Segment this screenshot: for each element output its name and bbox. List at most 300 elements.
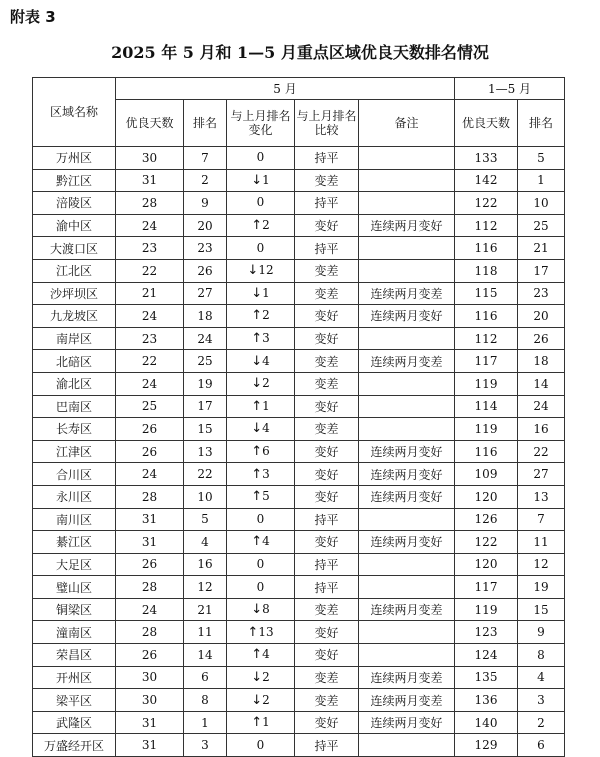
table-row (33, 576, 565, 599)
rank-compare-cell: 变差 (295, 169, 359, 192)
jan-may-good-days-cell: 112 (455, 214, 518, 237)
jan-may-rank-cell: 25 (518, 214, 565, 237)
table-row (33, 531, 565, 554)
rank-compare-cell: 变好 (295, 621, 359, 644)
note-cell (359, 395, 455, 418)
jan-may-rank-cell: 1 (518, 169, 565, 192)
jan-may-rank-cell: 2 (518, 711, 565, 734)
rank-change-value: 4 (262, 534, 270, 549)
region-name-cell: 渝北区 (33, 372, 116, 395)
jan-may-rank-cell: 4 (518, 666, 565, 689)
table-row (33, 553, 565, 576)
rank-change-value: 4 (262, 421, 270, 436)
rank-change-value: 2 (262, 669, 270, 684)
may-rank-cell: 4 (184, 531, 227, 554)
region-name-cell: 江津区 (33, 440, 116, 463)
note-cell: 连续两月变差 (359, 689, 455, 712)
may-good-days-cell: 26 (116, 440, 184, 463)
may-good-days-cell: 24 (116, 214, 184, 237)
rank-compare-cell: 变差 (295, 598, 359, 621)
may-rank-cell: 7 (184, 147, 227, 170)
rank-change-cell (227, 711, 295, 734)
jan-may-rank-cell: 5 (518, 147, 565, 170)
rank-change-cell (227, 192, 295, 215)
rank-change-value: 6 (262, 444, 270, 459)
region-name-cell: 南川区 (33, 508, 116, 531)
rank-change-value: 3 (262, 466, 270, 481)
region-name-cell: 长寿区 (33, 418, 116, 441)
jan-may-good-days-cell: 117 (455, 350, 518, 373)
may-rank-cell: 9 (184, 192, 227, 215)
rank-change-cell (227, 689, 295, 712)
region-name-cell: 南岸区 (33, 327, 116, 350)
may-good-days-cell: 26 (116, 418, 184, 441)
jan-may-good-days-cell: 140 (455, 711, 518, 734)
may-rank-cell: 16 (184, 553, 227, 576)
table-row (33, 282, 565, 305)
jan-may-rank-cell: 17 (518, 259, 565, 282)
may-good-days-cell: 24 (116, 305, 184, 328)
region-name-cell: 大渡口区 (33, 237, 116, 260)
table-row (33, 644, 565, 667)
region-name-cell: 万州区 (33, 147, 116, 170)
rank-compare-cell: 持平 (295, 192, 359, 215)
rank-compare-cell: 变好 (295, 531, 359, 554)
may-good-days-cell: 22 (116, 259, 184, 282)
may-rank-cell: 11 (184, 621, 227, 644)
rank-change-cell (227, 327, 295, 350)
may-good-days-cell: 23 (116, 327, 184, 350)
note-cell (359, 259, 455, 282)
header-region: 区域名称 (33, 78, 116, 147)
table-row (33, 508, 565, 531)
may-rank-cell: 5 (184, 508, 227, 531)
may-good-days-cell: 28 (116, 576, 184, 599)
header-good-days: 优良天数 (116, 100, 184, 147)
may-rank-cell: 26 (184, 259, 227, 282)
note-cell: 连续两月变好 (359, 531, 455, 554)
rank-change-arrow: ↓ (251, 353, 263, 369)
table-row (33, 305, 565, 328)
rank-change-value: 1 (262, 715, 270, 730)
rank-change-arrow: ↓ (251, 669, 263, 685)
jan-may-good-days-cell: 135 (455, 666, 518, 689)
table-row (33, 350, 565, 373)
may-rank-cell: 20 (184, 214, 227, 237)
jan-may-good-days-cell: 114 (455, 395, 518, 418)
header-may: 5 月 (116, 78, 455, 100)
may-good-days-cell: 24 (116, 598, 184, 621)
rank-change-cell (227, 485, 295, 508)
rank-change-value: 0 (256, 150, 265, 165)
rank-change-arrow: ↑ (251, 647, 263, 663)
rank-change-cell (227, 169, 295, 192)
may-rank-cell: 23 (184, 237, 227, 260)
rank-change-cell (227, 531, 295, 554)
jan-may-good-days-cell: 120 (455, 485, 518, 508)
note-cell (359, 621, 455, 644)
rank-change-value: 0 (256, 737, 265, 752)
rank-change-arrow: ↑ (247, 624, 259, 640)
rank-change-arrow: ↓ (251, 172, 263, 188)
may-good-days-cell: 22 (116, 350, 184, 373)
may-rank-cell: 2 (184, 169, 227, 192)
may-rank-cell: 1 (184, 711, 227, 734)
may-good-days-cell: 31 (116, 734, 184, 757)
rank-change-arrow: ↑ (251, 308, 263, 324)
jan-may-rank-cell: 12 (518, 553, 565, 576)
may-good-days-cell: 28 (116, 621, 184, 644)
note-cell: 连续两月变好 (359, 463, 455, 486)
rank-change-cell (227, 282, 295, 305)
header-jan-may: 1—5 月 (455, 78, 565, 100)
rank-change-arrow: ↑ (251, 489, 263, 505)
rank-change-arrow: ↓ (251, 421, 263, 437)
header-rank-change: 与上月排名变化 (227, 100, 295, 147)
jan-may-rank-cell: 24 (518, 395, 565, 418)
jan-may-good-days-cell: 126 (455, 508, 518, 531)
rank-compare-cell: 变差 (295, 372, 359, 395)
may-good-days-cell: 24 (116, 372, 184, 395)
region-name-cell: 武隆区 (33, 711, 116, 734)
may-good-days-cell: 24 (116, 463, 184, 486)
rank-compare-cell: 变差 (295, 350, 359, 373)
rank-change-cell (227, 395, 295, 418)
rank-compare-cell: 变差 (295, 418, 359, 441)
may-rank-cell: 12 (184, 576, 227, 599)
rank-change-cell (227, 644, 295, 667)
rank-change-value: 1 (262, 398, 270, 413)
rank-change-cell (227, 598, 295, 621)
table-row (33, 147, 565, 170)
may-rank-cell: 15 (184, 418, 227, 441)
rank-change-arrow: ↑ (251, 466, 263, 482)
may-rank-cell: 13 (184, 440, 227, 463)
region-name-cell: 沙坪坝区 (33, 282, 116, 305)
region-name-cell: 开州区 (33, 666, 116, 689)
rank-change-arrow: ↓ (251, 376, 263, 392)
jan-may-rank-cell: 19 (518, 576, 565, 599)
table-row (33, 259, 565, 282)
rank-change-cell (227, 553, 295, 576)
rank-compare-cell: 持平 (295, 553, 359, 576)
jan-may-good-days-cell: 120 (455, 553, 518, 576)
rank-change-cell (227, 508, 295, 531)
rank-change-cell (227, 621, 295, 644)
table-title: 2025 年 5 月和 1—5 月重点区域优良天数排名情况 (111, 43, 489, 62)
may-rank-cell: 27 (184, 282, 227, 305)
rank-change-value: 2 (262, 692, 270, 707)
note-cell (359, 508, 455, 531)
rank-change-arrow: ↑ (251, 398, 263, 414)
rank-change-value: 1 (262, 172, 270, 187)
rank-change-cell (227, 463, 295, 486)
table-row (33, 418, 565, 441)
rank-change-arrow: ↑ (251, 331, 263, 347)
rank-compare-cell: 持平 (295, 147, 359, 170)
rank-change-cell (227, 372, 295, 395)
jan-may-rank-cell: 16 (518, 418, 565, 441)
rank-change-value: 3 (262, 331, 270, 346)
may-good-days-cell: 31 (116, 508, 184, 531)
note-cell (359, 147, 455, 170)
rank-change-cell (227, 418, 295, 441)
rank-change-cell (227, 259, 295, 282)
note-cell: 连续两月变差 (359, 350, 455, 373)
may-good-days-cell: 30 (116, 666, 184, 689)
rank-compare-cell: 变差 (295, 282, 359, 305)
region-name-cell: 渝中区 (33, 214, 116, 237)
rank-change-arrow: ↑ (251, 218, 263, 234)
table-row (33, 666, 565, 689)
note-cell (359, 644, 455, 667)
may-rank-cell: 21 (184, 598, 227, 621)
may-rank-cell: 24 (184, 327, 227, 350)
note-cell: 连续两月变好 (359, 305, 455, 328)
table-row (33, 621, 565, 644)
table-row (33, 463, 565, 486)
note-cell (359, 418, 455, 441)
may-good-days-cell: 30 (116, 689, 184, 712)
may-good-days-cell: 26 (116, 644, 184, 667)
jan-may-good-days-cell: 115 (455, 282, 518, 305)
rank-compare-cell: 持平 (295, 508, 359, 531)
jan-may-good-days-cell: 119 (455, 372, 518, 395)
rank-change-value: 0 (256, 556, 265, 571)
table-row (33, 395, 565, 418)
rank-change-value: 2 (262, 218, 270, 233)
rank-change-arrow: ↓ (251, 692, 263, 708)
may-good-days-cell: 23 (116, 237, 184, 260)
ranking-table (32, 77, 565, 757)
region-name-cell: 巴南区 (33, 395, 116, 418)
table-row (33, 214, 565, 237)
jan-may-rank-cell: 10 (518, 192, 565, 215)
note-cell (359, 734, 455, 757)
jan-may-good-days-cell: 109 (455, 463, 518, 486)
jan-may-good-days-cell: 117 (455, 576, 518, 599)
rank-change-value: 2 (262, 376, 270, 391)
rank-compare-cell: 变好 (295, 395, 359, 418)
region-name-cell: 綦江区 (33, 531, 116, 554)
rank-change-arrow: ↓ (247, 263, 259, 279)
rank-compare-cell: 变好 (295, 327, 359, 350)
jan-may-rank-cell: 7 (518, 508, 565, 531)
jan-may-good-days-cell: 136 (455, 689, 518, 712)
rank-compare-cell: 变差 (295, 666, 359, 689)
may-good-days-cell: 25 (116, 395, 184, 418)
may-good-days-cell: 31 (116, 531, 184, 554)
region-name-cell: 荣昌区 (33, 644, 116, 667)
header-compare: 与上月排名比较 (295, 100, 359, 147)
attachment-label: 附表 3 (10, 8, 56, 26)
jan-may-rank-cell: 27 (518, 463, 565, 486)
rank-change-value: 13 (258, 624, 274, 639)
region-name-cell: 合川区 (33, 463, 116, 486)
rank-change-value: 4 (262, 647, 270, 662)
region-name-cell: 黔江区 (33, 169, 116, 192)
rank-change-cell (227, 734, 295, 757)
note-cell: 连续两月变好 (359, 214, 455, 237)
rank-compare-cell: 变好 (295, 644, 359, 667)
rank-change-value: 5 (262, 489, 270, 504)
note-cell (359, 553, 455, 576)
jan-may-good-days-cell: 119 (455, 598, 518, 621)
header-good-days-jan-may: 优良天数 (455, 100, 518, 147)
may-rank-cell: 17 (184, 395, 227, 418)
rank-change-value: 0 (256, 579, 265, 594)
may-rank-cell: 10 (184, 485, 227, 508)
jan-may-good-days-cell: 124 (455, 644, 518, 667)
rank-change-cell (227, 237, 295, 260)
jan-may-good-days-cell: 116 (455, 305, 518, 328)
header-note: 备注 (359, 100, 455, 147)
rank-change-cell (227, 350, 295, 373)
note-cell: 连续两月变好 (359, 711, 455, 734)
may-rank-cell: 3 (184, 734, 227, 757)
note-cell (359, 237, 455, 260)
rank-change-arrow: ↑ (251, 444, 263, 460)
jan-may-rank-cell: 26 (518, 327, 565, 350)
table-row (33, 711, 565, 734)
rank-change-value: 12 (258, 263, 274, 278)
jan-may-rank-cell: 3 (518, 689, 565, 712)
rank-change-value: 0 (256, 240, 265, 255)
region-name-cell: 大足区 (33, 553, 116, 576)
note-cell (359, 576, 455, 599)
note-cell: 连续两月变差 (359, 666, 455, 689)
rank-change-cell (227, 666, 295, 689)
region-name-cell: 北碚区 (33, 350, 116, 373)
may-rank-cell: 22 (184, 463, 227, 486)
table-row (33, 734, 565, 757)
rank-compare-cell: 变差 (295, 259, 359, 282)
rank-compare-cell: 变好 (295, 214, 359, 237)
note-cell: 连续两月变好 (359, 485, 455, 508)
jan-may-rank-cell: 13 (518, 485, 565, 508)
table-row (33, 440, 565, 463)
rank-change-cell (227, 214, 295, 237)
jan-may-good-days-cell: 118 (455, 259, 518, 282)
rank-change-cell (227, 576, 295, 599)
rank-change-value: 1 (262, 285, 270, 300)
rank-compare-cell: 变差 (295, 689, 359, 712)
jan-may-good-days-cell: 116 (455, 440, 518, 463)
jan-may-rank-cell: 18 (518, 350, 565, 373)
jan-may-rank-cell: 14 (518, 372, 565, 395)
jan-may-rank-cell: 9 (518, 621, 565, 644)
note-cell (359, 372, 455, 395)
region-name-cell: 江北区 (33, 259, 116, 282)
rank-change-cell (227, 440, 295, 463)
region-name-cell: 铜梁区 (33, 598, 116, 621)
jan-may-good-days-cell: 122 (455, 192, 518, 215)
jan-may-rank-cell: 22 (518, 440, 565, 463)
may-good-days-cell: 31 (116, 169, 184, 192)
jan-may-rank-cell: 20 (518, 305, 565, 328)
note-cell: 连续两月变差 (359, 282, 455, 305)
may-good-days-cell: 31 (116, 711, 184, 734)
note-cell (359, 169, 455, 192)
may-good-days-cell: 28 (116, 192, 184, 215)
may-rank-cell: 6 (184, 666, 227, 689)
rank-change-value: 0 (256, 511, 265, 526)
rank-compare-cell: 变好 (295, 440, 359, 463)
table-row (33, 169, 565, 192)
region-name-cell: 九龙坡区 (33, 305, 116, 328)
jan-may-good-days-cell: 119 (455, 418, 518, 441)
may-rank-cell: 14 (184, 644, 227, 667)
region-name-cell: 梁平区 (33, 689, 116, 712)
table-row (33, 689, 565, 712)
may-good-days-cell: 21 (116, 282, 184, 305)
rank-compare-cell: 持平 (295, 237, 359, 260)
table-row (33, 598, 565, 621)
note-cell: 连续两月变好 (359, 440, 455, 463)
table-row (33, 237, 565, 260)
note-cell (359, 327, 455, 350)
region-name-cell: 璧山区 (33, 576, 116, 599)
rank-change-arrow: ↓ (251, 602, 263, 618)
may-rank-cell: 18 (184, 305, 227, 328)
rank-compare-cell: 变好 (295, 463, 359, 486)
rank-change-arrow: ↓ (251, 285, 263, 301)
rank-change-cell (227, 305, 295, 328)
rank-compare-cell: 持平 (295, 734, 359, 757)
may-good-days-cell: 30 (116, 147, 184, 170)
rank-change-cell (227, 147, 295, 170)
rank-compare-cell: 变好 (295, 711, 359, 734)
jan-may-good-days-cell: 133 (455, 147, 518, 170)
table-row (33, 327, 565, 350)
jan-may-rank-cell: 23 (518, 282, 565, 305)
may-good-days-cell: 26 (116, 553, 184, 576)
rank-compare-cell: 变好 (295, 305, 359, 328)
may-good-days-cell: 28 (116, 485, 184, 508)
rank-compare-cell: 持平 (295, 576, 359, 599)
jan-may-rank-cell: 15 (518, 598, 565, 621)
rank-compare-cell: 变好 (295, 485, 359, 508)
region-name-cell: 永川区 (33, 485, 116, 508)
rank-change-value: 0 (256, 195, 265, 210)
jan-may-good-days-cell: 123 (455, 621, 518, 644)
may-rank-cell: 8 (184, 689, 227, 712)
jan-may-good-days-cell: 116 (455, 237, 518, 260)
table-row (33, 485, 565, 508)
table-row (33, 372, 565, 395)
note-cell (359, 192, 455, 215)
may-rank-cell: 19 (184, 372, 227, 395)
jan-may-rank-cell: 21 (518, 237, 565, 260)
header-rank: 排名 (184, 100, 227, 147)
jan-may-good-days-cell: 142 (455, 169, 518, 192)
region-name-cell: 万盛经开区 (33, 734, 116, 757)
jan-may-good-days-cell: 122 (455, 531, 518, 554)
jan-may-good-days-cell: 129 (455, 734, 518, 757)
rank-change-value: 8 (262, 602, 270, 617)
rank-change-arrow: ↑ (251, 715, 263, 731)
jan-may-good-days-cell: 112 (455, 327, 518, 350)
rank-change-value: 2 (262, 308, 270, 323)
may-rank-cell: 25 (184, 350, 227, 373)
note-cell: 连续两月变差 (359, 598, 455, 621)
rank-change-arrow: ↑ (251, 534, 263, 550)
jan-may-rank-cell: 11 (518, 531, 565, 554)
region-name-cell: 潼南区 (33, 621, 116, 644)
table-row (33, 192, 565, 215)
jan-may-rank-cell: 6 (518, 734, 565, 757)
region-name-cell: 涪陵区 (33, 192, 116, 215)
